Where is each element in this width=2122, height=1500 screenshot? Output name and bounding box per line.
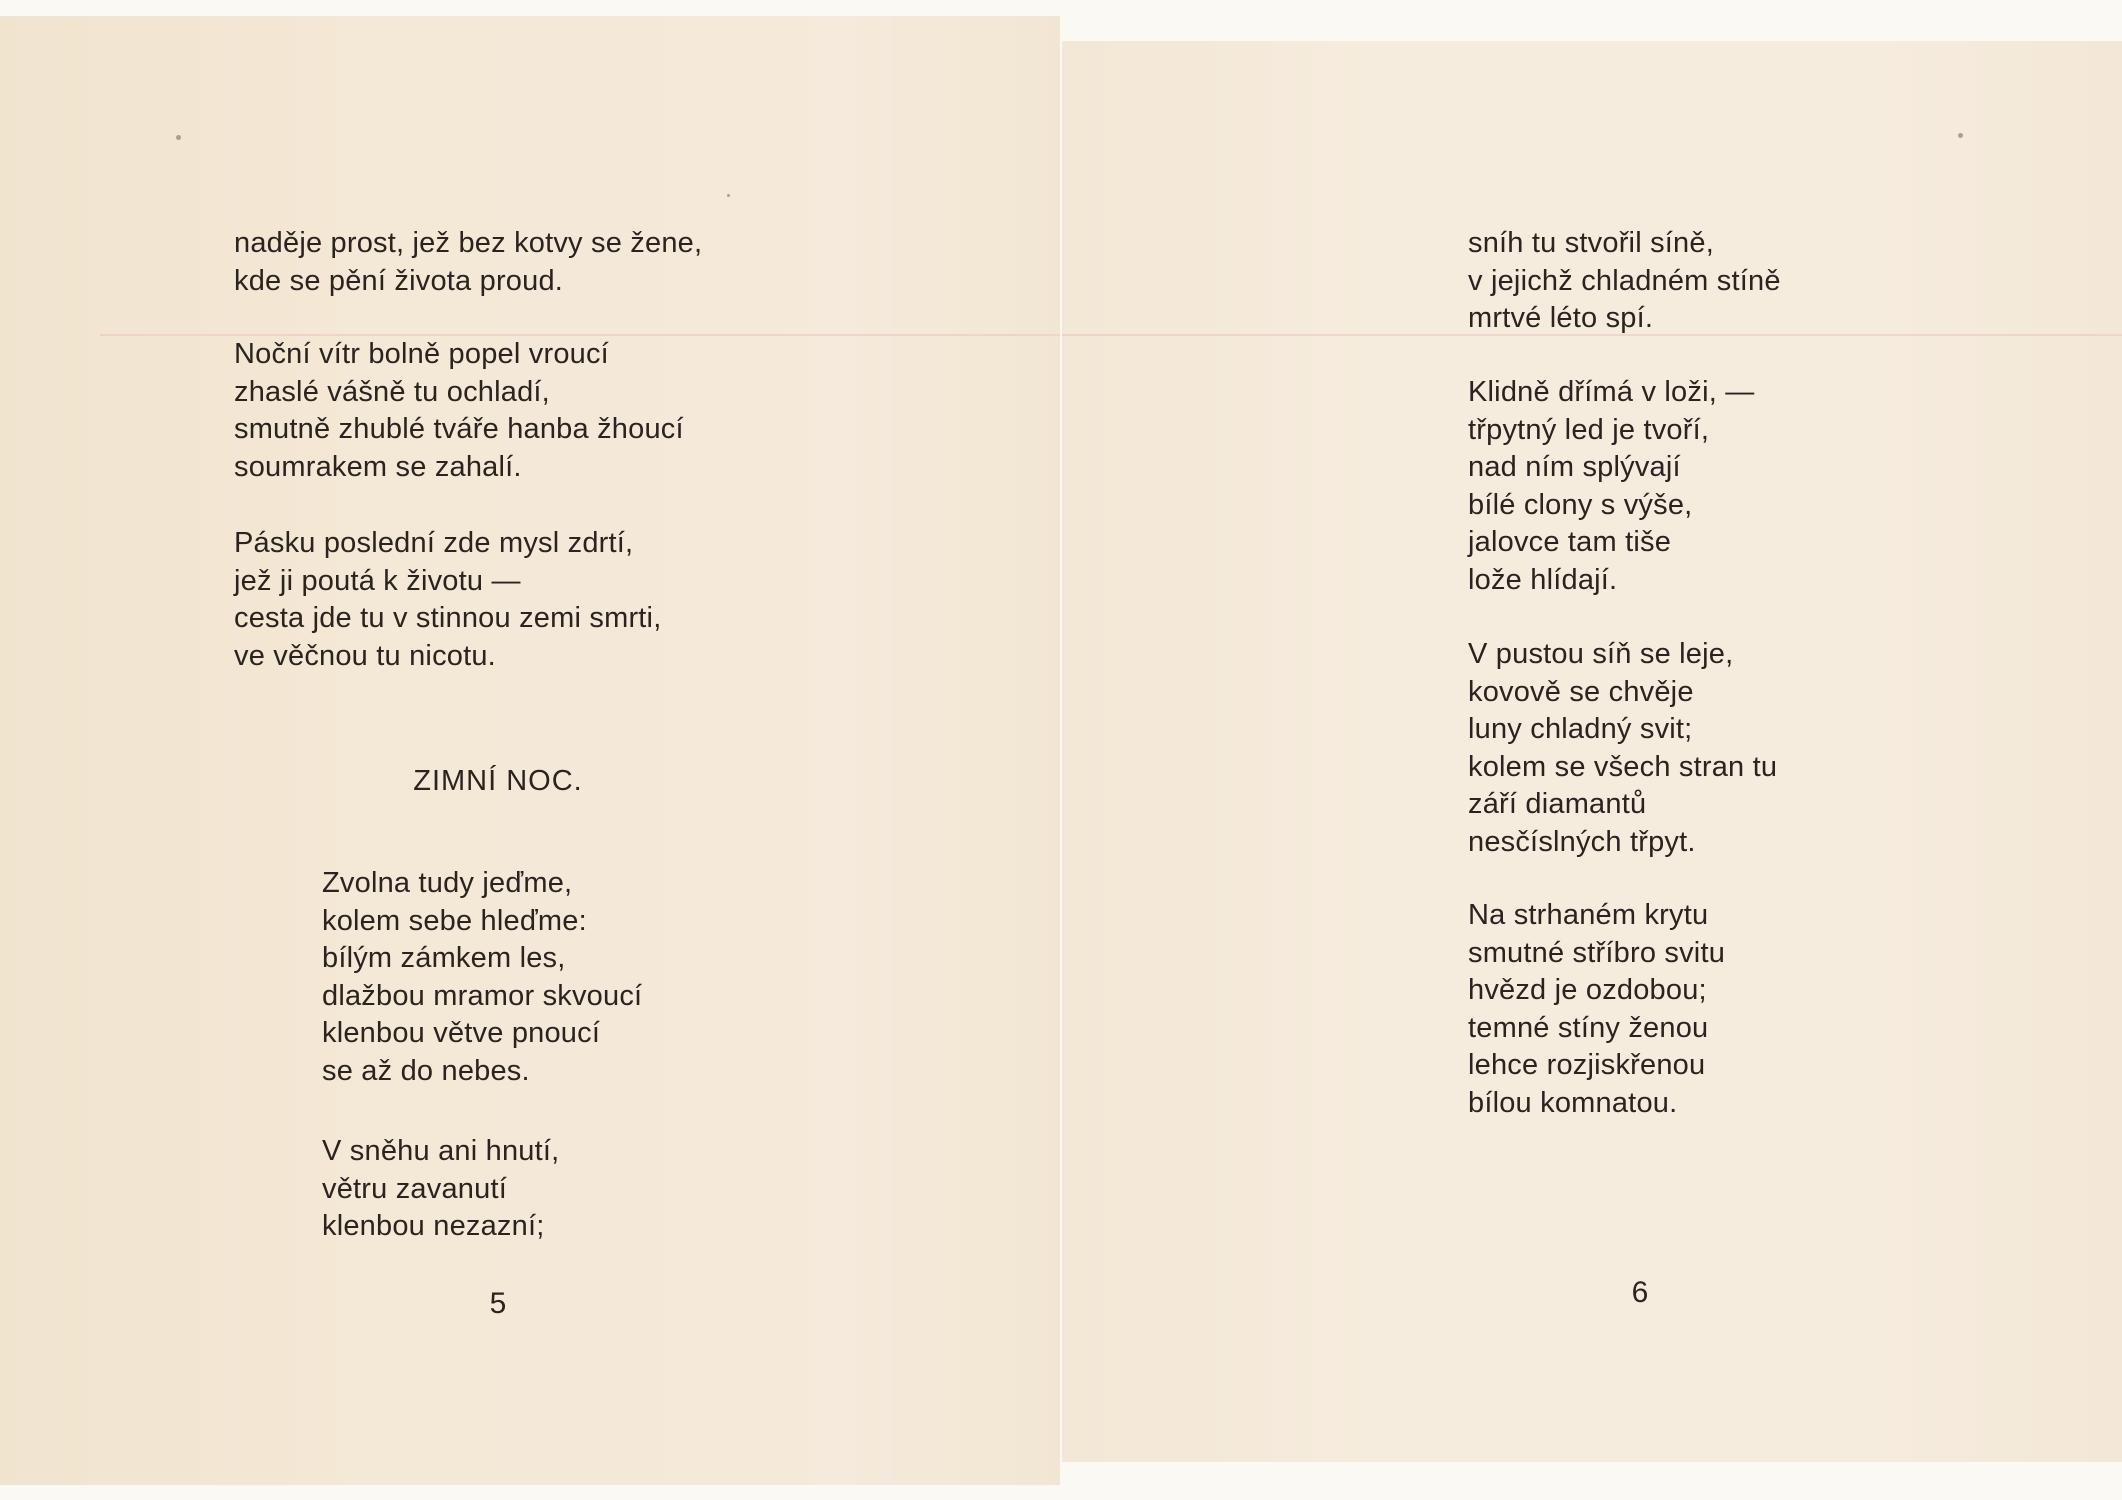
stanza — [1468, 636, 1777, 862]
verse-line: bílou komnatou. — [1468, 1086, 1678, 1119]
stanza — [1468, 225, 1781, 338]
verse-line: klenbou větve pnoucí — [322, 1017, 601, 1050]
verse-line: jalovce tam tiše — [1468, 526, 1672, 559]
verse-line: zhaslé vášně tu ochladí, — [234, 375, 550, 408]
verse-line: nad ním splývají — [1468, 451, 1681, 484]
stanza — [234, 525, 661, 675]
verse-line: kde se pění života proud. — [234, 264, 564, 297]
verse-line: třpytný led je tvoří, — [1468, 413, 1710, 446]
verse-line: mrtvé léto spí. — [1468, 302, 1654, 335]
verse-line: dlažbou mramor skvoucí — [322, 979, 643, 1012]
verse-line: soumrakem se zahalí. — [234, 450, 522, 483]
stanza — [322, 1133, 559, 1246]
verse-line: se až do nebes. — [322, 1054, 530, 1087]
verse-line: smutné stříbro svitu — [1468, 936, 1726, 969]
verse-line: luny chladný svit; — [1468, 713, 1693, 746]
verse-line: Noční vítr bolně popel vroucí — [234, 338, 609, 370]
verse-line: klenbou nezazní; — [322, 1210, 545, 1243]
verse-line: nesčíslných třpyt. — [1468, 825, 1696, 858]
page-left — [0, 16, 1060, 1485]
verse-line: jež ji poutá k životu — — [234, 564, 521, 597]
verse-line: lože hlídají. — [1468, 563, 1618, 596]
verse-line: bílé clony s výše, — [1468, 488, 1693, 521]
paper-speck — [1958, 133, 1963, 138]
verse-line: v jejichž chladném stíně — [1468, 264, 1781, 297]
verse-line: naděje prost, jež bez kotvy se žene, — [234, 227, 703, 259]
verse-line: kolem sebe hleďme: — [322, 904, 587, 937]
verse-line: V pustou síň se leje, — [1468, 638, 1734, 670]
verse-line: hvězd je ozdobou; — [1468, 974, 1707, 1007]
page-number: 5 — [489, 1287, 507, 1320]
verse-line: větru zavanutí — [322, 1172, 507, 1205]
verse-line: lehce rozjiskřenou — [1468, 1049, 1706, 1082]
paper-speck — [727, 194, 730, 197]
poem-title: ZIMNÍ NOC. — [413, 765, 583, 797]
page-number: 6 — [1631, 1276, 1649, 1309]
verse-line: Na strhaném krytu — [1468, 899, 1709, 931]
verse-line: Klidně dřímá v loži, — — [1468, 376, 1755, 408]
stanza — [322, 865, 642, 1091]
verse-line: Zvolna tudy jeďme, — [322, 867, 573, 899]
page-right — [1062, 41, 2122, 1462]
verse-line: září diamantů — [1468, 788, 1647, 821]
paper-speck — [176, 135, 181, 140]
verse-line: Pásku poslední zde mysl zdrtí, — [234, 527, 634, 559]
verse-line: V sněhu ani hnutí, — [322, 1135, 560, 1167]
stanza — [1468, 897, 1725, 1123]
verse-line: kolem se všech stran tu — [1468, 750, 1778, 783]
stanza — [1468, 374, 1754, 600]
verse-line: sníh tu stvořil síně, — [1468, 227, 1714, 259]
verse-line: kovově se chvěje — [1468, 675, 1694, 708]
verse-line: smutně zhublé tváře hanba žhoucí — [234, 413, 684, 446]
verse-line: temné stíny ženou — [1468, 1011, 1709, 1044]
verse-line: ve věčnou tu nicotu. — [234, 639, 496, 672]
verse-line: bílým zámkem les, — [322, 942, 566, 975]
verse-line: cesta jde tu v stinnou zemi smrti, — [234, 602, 662, 635]
stanza — [234, 336, 684, 486]
stanza — [234, 225, 702, 300]
